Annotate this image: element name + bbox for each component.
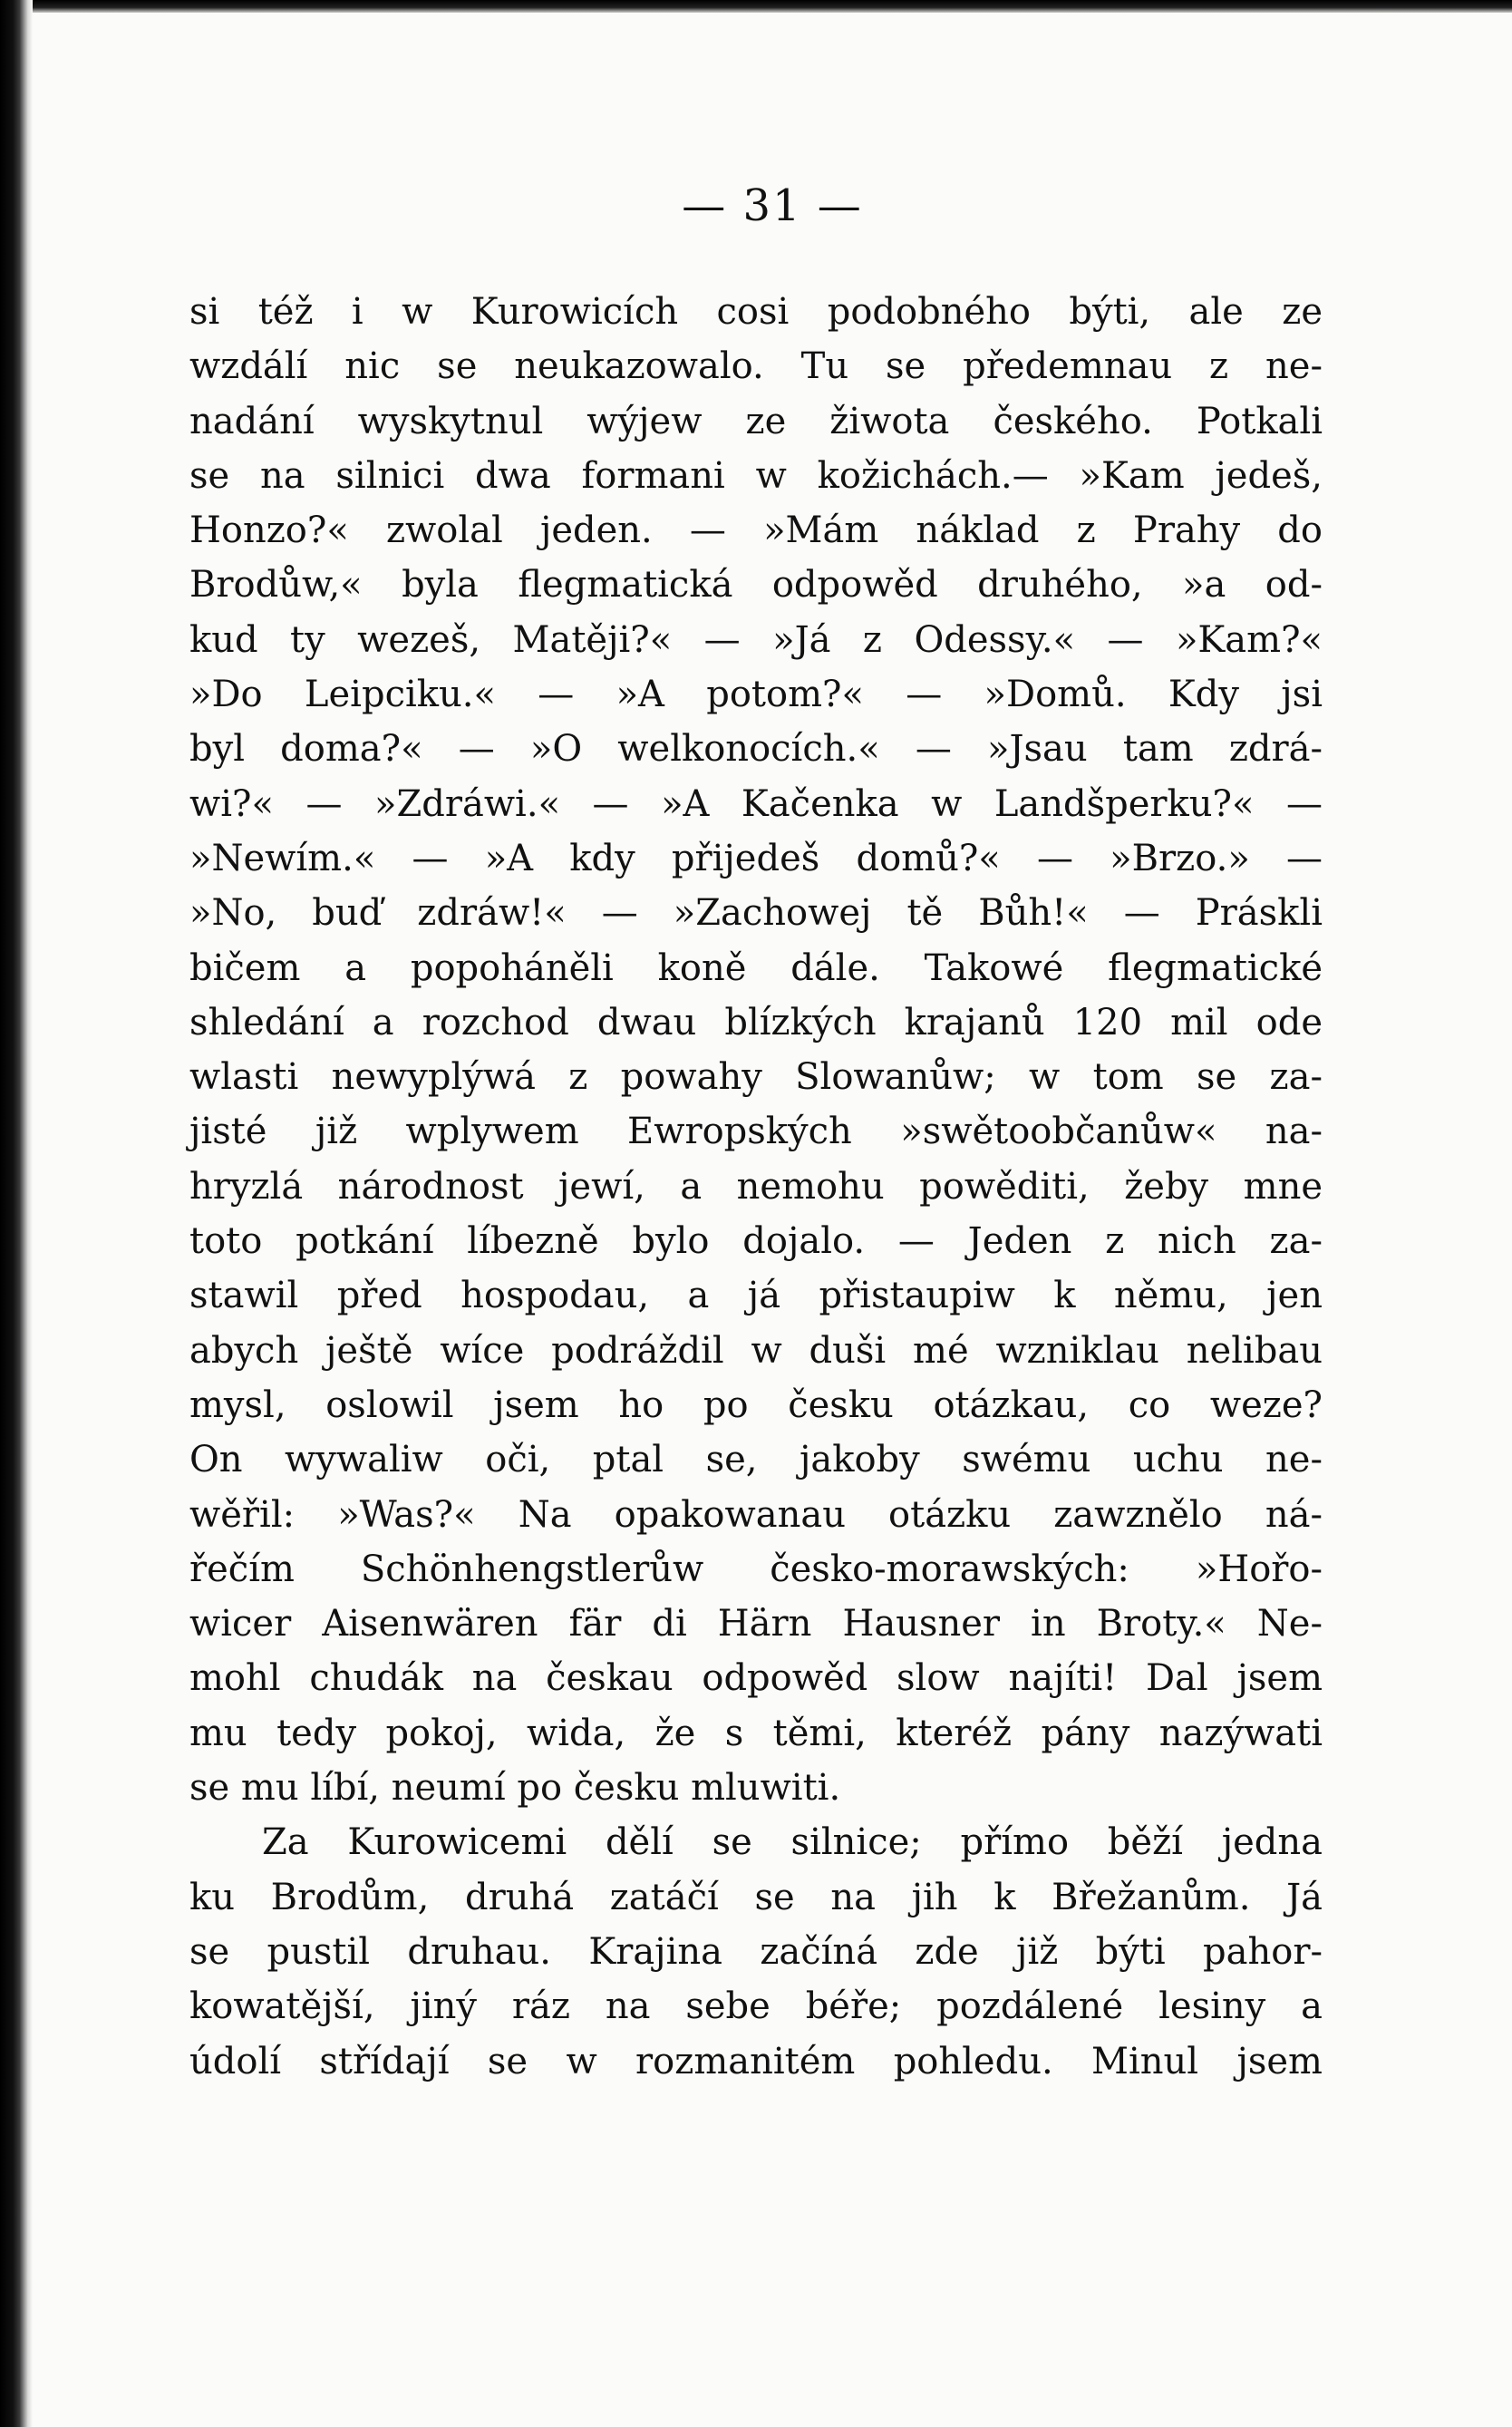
text-line: shledání a rozchod dwau blízkých krajanů 120 mil ode bbox=[189, 1001, 1323, 1044]
text-line: bičem a popoháněli koně dále. Takowé flegmatické bbox=[189, 947, 1323, 989]
text-line: toto potkání líbezně bylo dojalo. — Jeden z nich za- bbox=[189, 1220, 1323, 1263]
text-line: wzdálí nic se neukazowalo. Tu se předemnau z ne- bbox=[189, 345, 1323, 388]
text-line: Honzo?« zwolal jeden. — »Mám náklad z Prahy do bbox=[189, 510, 1323, 552]
text-line: hryzlá národnost jewí, a nemohu powěditi, žeby mne bbox=[189, 1165, 1323, 1208]
scan-left-edge bbox=[0, 0, 33, 2427]
body-text bbox=[189, 285, 1323, 2089]
text-line: si též i w Kurowicích cosi podobného býti, ale ze bbox=[189, 291, 1323, 333]
text-line: »Do Leipciku.« — »A potom?« — »Domů. Kdy jsi bbox=[189, 674, 1323, 716]
text-line: wlasti newyplýwá z powahy Slowanůw; w tom se za- bbox=[189, 1056, 1323, 1099]
text-line: se mu líbí, neumí po česku mluwiti. bbox=[189, 1767, 841, 1810]
text-line: nadání wyskytnul wýjew ze žiwota českého. Potkali bbox=[189, 400, 1323, 442]
text-line: On wywaliw oči, ptal se, jakoby swému uchu ne- bbox=[189, 1439, 1323, 1481]
text-line: »No, buď zdráw!« — »Zachowej tě Bůh!« — Práskli bbox=[189, 892, 1323, 935]
text-line: abych ještě wíce podráždil w duši mé wzniklau nelibau bbox=[189, 1329, 1323, 1372]
text-line: jisté již wplywem Ewropských »swětoobčanůw« na- bbox=[189, 1111, 1323, 1153]
text-line: se na silnici dwa formani w kožichách.— »Kam jedeš, bbox=[189, 454, 1323, 497]
text-line: mu tedy pokoj, wida, že s těmi, kteréž pány nazýwati bbox=[189, 1712, 1323, 1754]
text-line: mohl chudák na českau odpowěd slow najíti! Dal jsem bbox=[189, 1657, 1323, 1700]
text-line: kud ty wezeš, Matěji?« — »Já z Odessy.« — »Kam?« bbox=[189, 618, 1323, 661]
text-line: byl doma?« — »O welkonocích.« — »Jsau tam zdrá- bbox=[189, 728, 1323, 771]
text-line: se pustil druhau. Krajina začíná zde již býti pahor- bbox=[189, 1930, 1323, 1973]
text-line: Za Kurowicemi dělí se silnice; přímo běží jedna bbox=[262, 1821, 1323, 1864]
text-line: kowatější, jiný ráz na sebe béře; pozdálené lesiny a bbox=[189, 1985, 1323, 2028]
text-line: Brodůw,« byla flegmatická odpowěd druhého, »a od- bbox=[189, 564, 1323, 607]
text-line: údolí střídají se w rozmanitém pohledu. Minul jsem bbox=[189, 2040, 1323, 2082]
text-line: stawil před hospodau, a já přistaupiw k němu, jen bbox=[189, 1275, 1323, 1317]
page-number: — 31 — bbox=[682, 180, 863, 231]
scan-top-edge bbox=[0, 0, 1512, 13]
text-line: řečím Schönhengstlerůw česko-morawských: »Hořo- bbox=[189, 1548, 1323, 1590]
text-line: »Newím.« — »A kdy přijedeš domů?« — »Brzo.» — bbox=[189, 837, 1323, 879]
text-line: mysl, oslowil jsem ho po česku otázkau, co weze? bbox=[189, 1383, 1323, 1426]
text-line: wi?« — »Zdráwi.« — »A Kačenka w Landšperku?« — bbox=[189, 782, 1323, 825]
text-line: wěřil: »Was?« Na opakowanau otázku zawznělo ná- bbox=[189, 1493, 1323, 1536]
text-line: ku Brodům, druhá zatáčí se na jih k Břežanům. Já bbox=[189, 1876, 1323, 1918]
book-page bbox=[33, 13, 1512, 2427]
text-line: wicer Aisenwären fär di Härn Hausner in Broty.« Ne- bbox=[189, 1603, 1323, 1646]
